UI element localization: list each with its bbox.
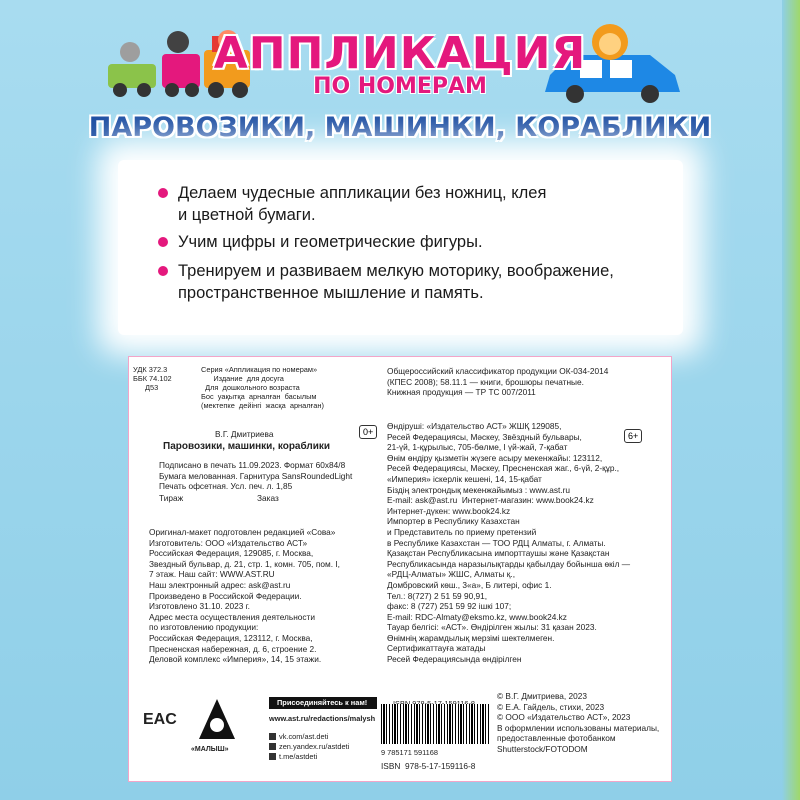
zen-link[interactable]: zen.yandex.ru/astdeti bbox=[279, 742, 350, 751]
bbk: ББК 74.102 bbox=[133, 374, 172, 383]
features-box bbox=[118, 160, 683, 335]
zen-icon bbox=[269, 743, 276, 750]
subtitle: ПАРОВОЗИКИ, МАШИНКИ, КОРАБЛИКИ bbox=[88, 112, 712, 143]
feature-line: Делаем чудесные аппликации без ножниц, клея bbox=[178, 184, 547, 202]
classifier: Общероссийский классификатор продукции ОК-034-2014 (КПЕС 2008); 58.11.1 — книги, брошюры печатные. Книжная продукция — ТР ТС 007/2011 bbox=[387, 366, 609, 398]
feature-item bbox=[178, 231, 698, 253]
age-badge-left: 0+ bbox=[359, 425, 377, 439]
series-block: Серия «Аппликация по номерам» Издание для досуга Для дошкольного возраста Бос уақытқа арналған басылым (мектепке дейінгі жасқа арналған) bbox=[201, 365, 324, 410]
feature-line: Учим цифры и геометрические фигуры. bbox=[178, 233, 483, 251]
join-us: Присоединяйтесь к нам! bbox=[277, 698, 368, 707]
feature-line: Тренируем и развиваем мелкую моторику, воображение, bbox=[178, 262, 614, 280]
telegram-icon bbox=[269, 753, 276, 760]
tirage: Тираж bbox=[159, 493, 184, 503]
author: В.Г. Дмитриева bbox=[215, 429, 274, 439]
barcode bbox=[381, 704, 489, 744]
publisher-kz: Өндіруші: «Издательство АСТ» ЖШҚ 129085, Ресей Федерациясы, Мәскеу, Звёздный бульвары, 21-үй, 1-құрылыс, 705-бөлме, I үй-жай, 7-қабат Өнім өндіру қызметін жүзеге асыру мекенжайы: 123112, Ресей Федерациясы, Мәскеу, Пресненская жаг., 6-үй, 2-құр., «Империя» іскерлік кешені, 14, 15-қабат Біздің электрондық мекенжайымыз : www.ast.ru E-mail: ask@ast.ru Интернет-магазин: www.book24.kz Интернет-дүкен: www.book24.kz Импортер в Республику Казахстан и Представитель по приему претензий в Республике Казахстан — ТОО РДЦ Алматы, г. Алматы. Қазақстан Республикасына импорттаушы және Қазақстан Республикасында наразылықтарды қабылдау бойынша өкіл — «РДЦ-Алматы» ЖШС, Алматы қ., Домбровский көш., 3«а», Б литері, офис 1. Тел.: 8(727) 2 51 59 90,91, факс: 8 (727) 251 59 92 ішкі 107; E-mail: RDC-Almaty@eksmo.kz, www.book24.kz Тауар белгісі: «АСТ». Өндірілген жылы: 31 қазан 2023. Өнімнің жарамдылық мерзімі шектелмеген. Сертификаттауға жатады Ресей Федерациясында өндірілген bbox=[387, 421, 631, 665]
bullet-icon bbox=[158, 188, 168, 198]
vk-link[interactable]: vk.com/ast.deti bbox=[279, 732, 329, 741]
eac-mark: EAC bbox=[143, 711, 177, 728]
tg-link[interactable]: t.me/astdeti bbox=[279, 752, 318, 761]
publisher-ru: Оригинал-макет подготовлен редакцией «Сова» Изготовитель: ООО «Издательство АСТ» Российская Федерация, 129085, г. Москва, Звездный бульвар, д. 21, стр. 1, комн. 705, пом. I, 7 этаж. Наш сайт: WWW.AST.RU Наш электронный адрес: ask@ast.ru Произведено в Российской Федерации. Изготовлено 31.10. 2023 г. Адрес места осуществления деятельности по изготовлению продукции: Российская Федерация, 123112, г. Москва, Пресненская набережная, д. 6, строение 2. Деловой комплекс «Империя», 14, 15 этажи. bbox=[149, 527, 340, 665]
vk-icon bbox=[269, 733, 276, 740]
age-badge-right: 6+ bbox=[624, 429, 642, 443]
bullet-icon bbox=[158, 237, 168, 247]
isbn-bottom: ISBN 978-5-17-159116-8 bbox=[381, 761, 476, 771]
copyright: © В.Г. Дмитриева, 2023 © Е.А. Гайдель, стихи, 2023 © ООО «Издательство АСТ», 2023 В оформлении использованы материалы, предоставленные фотобанком Shutterstock/FOTODOM bbox=[497, 691, 660, 754]
web-link[interactable]: www.ast.ru/redactions/malysh bbox=[269, 714, 376, 723]
barcode-digits: 9 785171 591168 bbox=[381, 748, 438, 757]
feature-line: и цветной бумаги. bbox=[178, 206, 316, 224]
title-line2: ПО НОМЕРАМ bbox=[313, 74, 487, 99]
title-line1: АППЛИКАЦИЯ bbox=[213, 28, 587, 79]
book-title: Паровозики, машинки, кораблики bbox=[163, 441, 331, 452]
udk: УДК 372.3 bbox=[133, 365, 168, 374]
order: Заказ bbox=[257, 493, 279, 503]
bullet-icon bbox=[158, 266, 168, 276]
code: Д53 bbox=[145, 383, 159, 392]
print-info: Подписано в печать 11.09.2023. Формат 60х84/8 Бумага мелованная. Гарнитура SansRoundedLight Печать офсетная. Усл. печ. л. 1,85 bbox=[159, 460, 353, 492]
feature-line: пространственное мышление и память. bbox=[178, 284, 484, 302]
feature-item bbox=[178, 182, 698, 226]
feature-item bbox=[178, 260, 698, 304]
malysh-logo-icon bbox=[189, 691, 247, 749]
malysh-logo-text: «МАЛЫШ» bbox=[191, 746, 229, 753]
